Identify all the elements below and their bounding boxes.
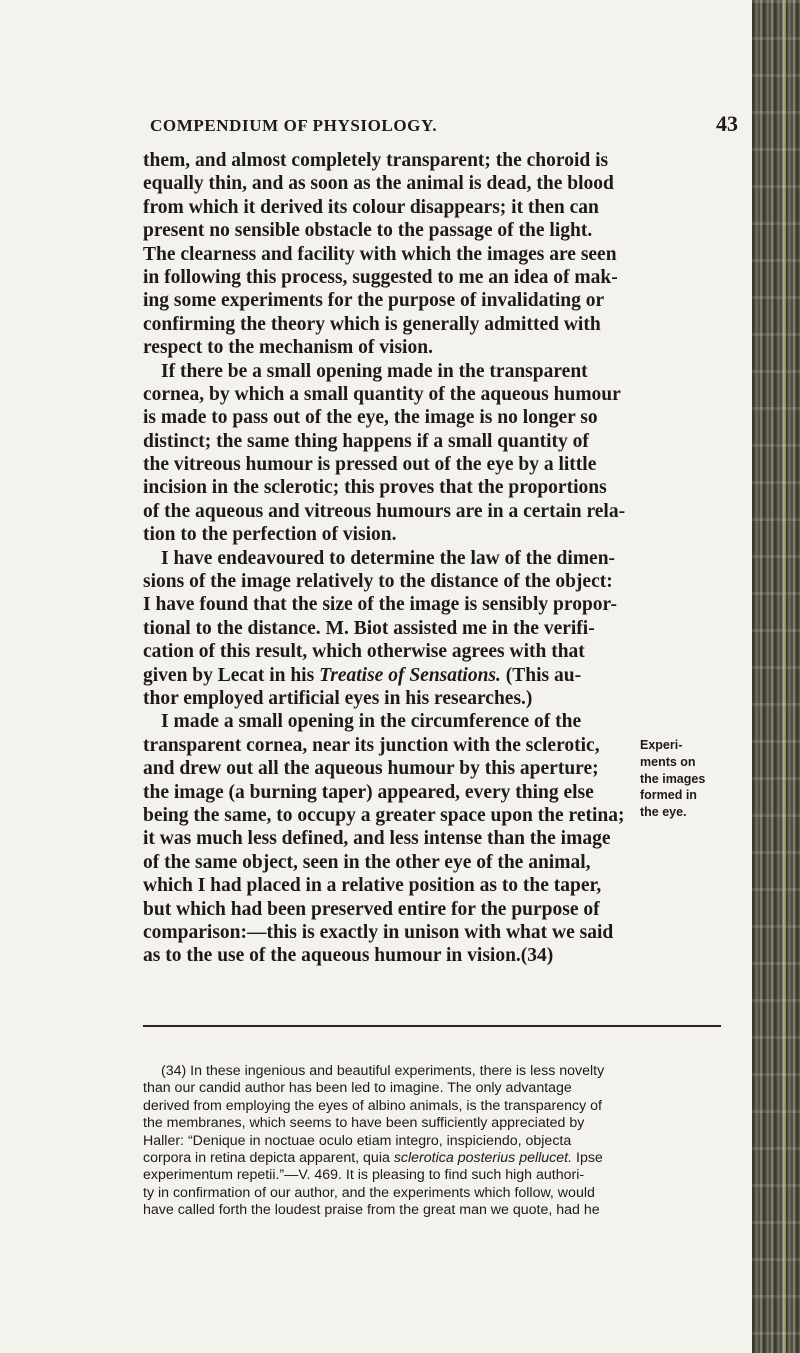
body-line: I have found that the size of the image is sensibly propor- — [143, 594, 617, 616]
body-line: which I had placed in a relative position as to the taper, — [143, 875, 602, 897]
body-line: If there be a small opening made in the transparent — [161, 360, 588, 382]
footnote-line: ty in confirmation of our author, and the experiments which follow, would — [143, 1184, 595, 1201]
margin-note-line: formed in — [640, 788, 697, 803]
footnote-divider — [143, 1025, 721, 1027]
body-line: in following this process, suggested to me an idea of mak- — [143, 266, 618, 288]
margin-note — [640, 737, 722, 821]
body-line: of the same object, seen in the other eye of the animal, — [143, 851, 591, 873]
body-line: equally thin, and as soon as the animal is dead, the blood — [143, 173, 614, 195]
body-line: tion to the perfection of vision. — [143, 524, 397, 546]
body-line: it was much less defined, and less intense than the image — [143, 828, 611, 850]
body-line: cation of this result, which otherwise agrees with that — [143, 641, 585, 663]
margin-note-line: the images — [640, 771, 706, 786]
body-line: but which had been preserved entire for the purpose of — [143, 898, 600, 920]
margin-note-line: Experi- — [640, 738, 683, 752]
body-line: comparison:—this is exactly in unison with what we said — [143, 921, 614, 943]
body-text — [143, 149, 723, 968]
binding-highlight — [783, 0, 786, 1353]
page-number: 43 — [716, 111, 738, 136]
body-line: as to the use of the aqueous humour in vision.(34) — [143, 945, 554, 967]
body-line: cornea, by which a small quantity of the aqueous humour — [143, 383, 621, 405]
body-line: I have endeavoured to determine the law of the dimen- — [161, 547, 616, 569]
body-line: from which it derived its colour disappears; it then can — [143, 196, 599, 218]
book-binding-edge — [752, 0, 800, 1353]
body-line: incision in the sclerotic; this proves that the proportions — [143, 477, 607, 499]
body-line: sions of the image relatively to the distance of the object: — [143, 571, 613, 593]
footnote-line: experimentum repetii.”—V. 469. It is pleasing to find such high authori- — [143, 1167, 585, 1184]
footnote — [143, 1063, 725, 1220]
footnote-line: Haller: “Denique in noctuae oculo etiam integro, inspiciendo, objecta — [143, 1132, 572, 1149]
body-line: respect to the mechanism of vision. — [143, 337, 433, 359]
body-line: thor employed artificial eyes in his researches.) — [143, 687, 533, 709]
footnote-line: (34) In these ingenious and beautiful experiments, there is less novelty — [161, 1063, 605, 1079]
footnote-text: corpora in retina depicta apparent, quia — [143, 1150, 390, 1167]
body-line: distinct; the same thing happens if a small quantity of — [143, 430, 589, 452]
margin-note-line: the eye. — [640, 805, 687, 820]
book-title-italic: Treatise of Sensations. — [319, 664, 501, 686]
body-line: the vitreous humour is pressed out of the eye by a little — [143, 454, 597, 476]
body-line: confirming the theory which is generally admitted with — [143, 313, 601, 335]
footnote-text-end: Ipse — [576, 1150, 603, 1167]
body-line: and drew out all the aqueous humour by this aperture; — [143, 758, 599, 780]
margin-note-line: ments on — [640, 754, 696, 769]
footnote-line: have called forth the loudest praise from the great man we quote, had he — [143, 1202, 600, 1219]
body-line: tional to the distance. M. Biot assisted me in the verifi- — [143, 617, 595, 639]
body-line: the image (a burning taper) appeared, every thing else — [143, 781, 594, 803]
body-line: them, and almost completely transparent; the choroid is — [143, 150, 609, 171]
body-line: I made a small opening in the circumference of the — [161, 711, 582, 733]
footnote-line: the membranes, which seems to have been sufficiently appreciated by — [143, 1115, 585, 1132]
body-line: of the aqueous and vitreous humours are in a certain rela- — [143, 500, 626, 522]
body-line: is made to pass out of the eye, the image is no longer so — [143, 407, 598, 429]
lecat-text-end: (This au- — [505, 664, 582, 686]
body-line: ing some experiments for the purpose of invalidating or — [143, 290, 605, 312]
latin-italic: sclerotica posterius pellucet. — [393, 1150, 573, 1167]
body-line: present no sensible obstacle to the passage of the light. — [143, 220, 593, 242]
body-line: The clearness and facility with which the images are seen — [143, 243, 617, 265]
footnote-line: derived from employing the eyes of albino animals, is the transparency of — [143, 1097, 602, 1114]
lecat-text: given by Lecat in his — [143, 664, 315, 686]
footnote-line-with-italic — [143, 1150, 725, 1167]
footnote-line: than our candid author has been led to imagine. The only advantage — [143, 1080, 572, 1097]
body-line: being the same, to occupy a greater space upon the retina; — [143, 804, 625, 826]
body-line: transparent cornea, near its junction with the sclerotic, — [143, 734, 600, 756]
running-header: COMPENDIUM OF PHYSIOLOGY. — [150, 116, 438, 135]
body-line-with-italic — [143, 664, 723, 687]
